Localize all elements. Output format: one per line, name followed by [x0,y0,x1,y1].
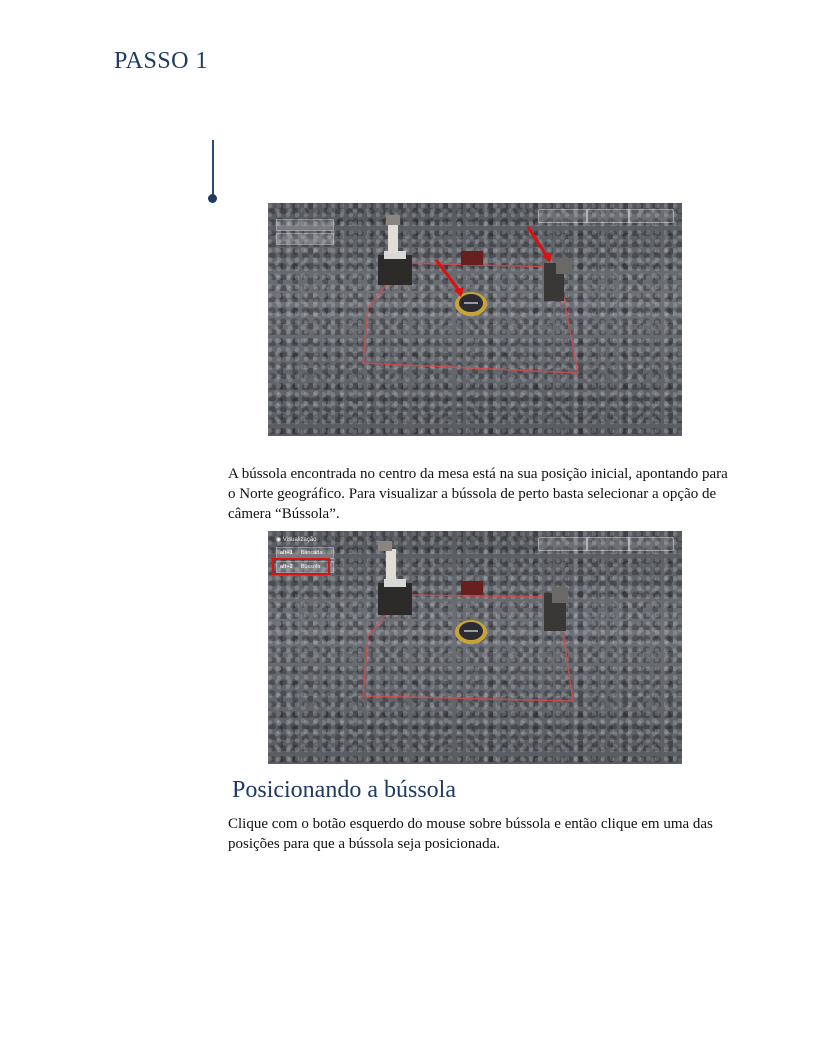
step-title: PASSO 1 [114,48,209,74]
toolbar-button[interactable] [586,537,630,551]
toolbar-button[interactable] [586,209,630,223]
toolbar-button[interactable] [538,537,588,551]
intro-paragraph: A bússola encontrada no centro da mesa está na sua posição inicial, apontando para o Norte geográfico. Para visualizar a bússola de perto basta selecionar a opção de câmera “Bússola”. [228,466,728,522]
simulation-screenshot-initial [268,203,682,436]
toolbar-button[interactable] [538,209,588,223]
view-panel-header [276,536,334,545]
camera-option[interactable] [276,233,334,245]
view-panel-header [276,208,334,217]
simulation-screenshot-camera-menu [268,531,682,764]
camera-shortcut: alt+2 [280,564,293,570]
resistor-box [461,581,483,595]
section-heading: Posicionando a bússola [232,777,456,803]
instruction-paragraph: Clique com o botão esquerdo do mouse sobre bússola e então clique em uma das posições para que a bússola seja posicionada. [228,816,713,852]
view-panel [276,208,334,245]
camera-option[interactable] [276,219,334,231]
eye-icon: ◉ [276,537,282,543]
red-arrow-icon [436,260,464,297]
view-panel-title: Visualização [282,537,317,543]
laser-emitter [378,215,412,285]
red-arrow-icon [528,227,552,263]
highlight-box [272,558,330,575]
camera-shortcut: alt+1 [280,550,293,556]
detector-device [544,258,572,301]
settings-button[interactable] [628,537,674,551]
compass [455,620,487,644]
camera-label: Bússola [300,564,321,570]
settings-button[interactable] [628,209,674,223]
resistor-box [461,251,483,265]
timeline-line [212,140,214,196]
camera-label: Bancada [300,550,323,556]
timeline-dot [208,194,217,203]
laser-emitter [378,541,412,615]
detector-device [544,587,568,631]
